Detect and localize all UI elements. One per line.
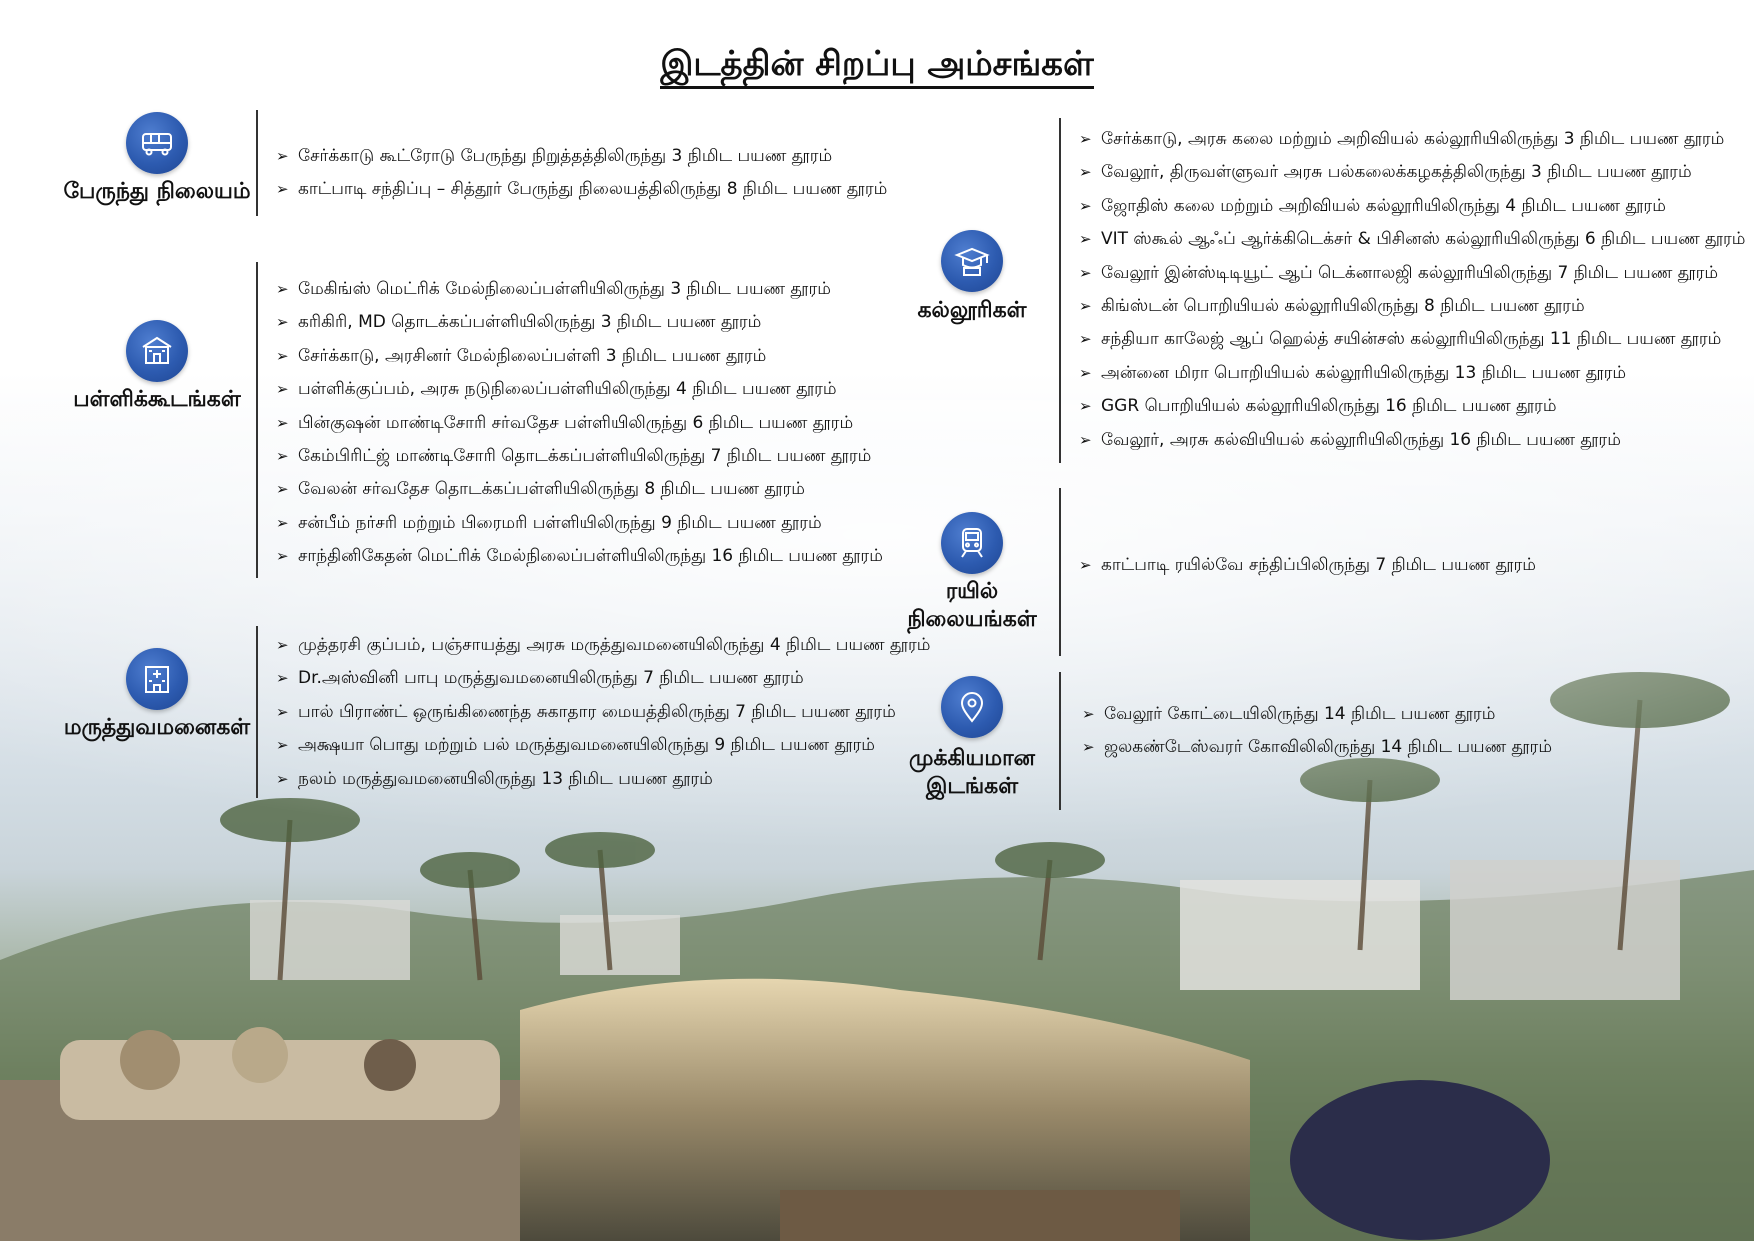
bullet-arrow-icon: ➢ — [1079, 430, 1092, 449]
bus-list — [276, 140, 887, 207]
bullet-arrow-icon: ➢ — [276, 547, 289, 566]
schools-label: பள்ளிக்கூடங்கள் — [73, 387, 241, 412]
list-item: ➢ அக்ஷயா பொது மற்றும் பல் மருத்துவமனையிலிருந்து 9 நிமிட பயண தூரம் — [276, 729, 930, 762]
list-item: ➢ VIT ஸ்கூல் ஆஃப் ஆர்க்கிடெக்சர் & பிசினஸ் கல்லூரியிலிருந்து 6 நிமிட பயண தூரம் — [1079, 223, 1746, 256]
hospital-icon — [139, 661, 175, 697]
bullet-arrow-icon: ➢ — [1079, 230, 1092, 249]
list-item: ➢ கிங்ஸ்டன் பொறியியல் கல்லூரியிலிருந்து 8 நிமிட பயண தூரம் — [1079, 290, 1746, 323]
colleges-label: கல்லூரிகள் — [917, 298, 1027, 323]
bullet-arrow-icon: ➢ — [1079, 330, 1092, 349]
bullet-arrow-icon: ➢ — [1082, 705, 1095, 723]
list-item: ➢ வேலன் சர்வதேச தொடக்கப்பள்ளியிலிருந்து 8 நிமிட பயண தூரம் — [276, 473, 883, 506]
hospitals-list — [276, 629, 930, 796]
bullet-arrow-icon: ➢ — [276, 702, 289, 721]
list-item: ➢ பால் பிராண்ட் ஒருங்கிணைந்த சுகாதார மையத்திலிருந்து 7 நிமிட பயண தூரம் — [276, 696, 930, 729]
schools-divider — [256, 262, 258, 578]
railway-badge — [941, 512, 1003, 574]
list-item: ➢ பின்குஷன் மாண்டிசோரி சர்வதேச பள்ளியிலிருந்து 6 நிமிட பயண தூரம் — [276, 407, 883, 440]
train-icon — [954, 525, 990, 561]
list-item: ➢ அன்னை மிரா பொறியியல் கல்லூரியிலிருந்து 13 நிமிட பயண தூரம் — [1079, 357, 1746, 390]
bullet-arrow-icon: ➢ — [276, 636, 289, 654]
bullet-arrow-icon: ➢ — [1079, 397, 1092, 416]
list-item: ➢ ஜலகண்டேஸ்வரர் கோவிலிலிருந்து 14 நிமிட பயண தூரம் — [1082, 731, 1552, 764]
railway-list — [1079, 549, 1536, 582]
list-item: ➢ மேகிங்ஸ் மெட்ரிக் மேல்நிலைப்பள்ளியிலிருந்து 3 நிமிட பயண தூரம் — [276, 273, 883, 306]
list-item: ➢ சன்பீம் நர்சரி மற்றும் பிரைமரி பள்ளியிலிருந்து 9 நிமிட பயண தூரம் — [276, 507, 883, 540]
list-item: ➢ நலம் மருத்துவமனையிலிருந்து 13 நிமிட பயண தூரம் — [276, 763, 930, 796]
list-item: ➢ சேர்க்காடு, அரசினர் மேல்நிலைப்பள்ளி 3 நிமிட பயண தூரம் — [276, 340, 883, 373]
landmarks-list — [1082, 698, 1552, 765]
bullet-arrow-icon: ➢ — [276, 413, 289, 432]
landmarks-badge — [941, 676, 1003, 738]
list-item: ➢ GGR பொறியியல் கல்லூரியிலிருந்து 16 நிமிட பயண தூரம் — [1079, 390, 1746, 423]
bullet-arrow-icon: ➢ — [1079, 130, 1092, 148]
colleges-divider — [1059, 118, 1061, 463]
hospitals-badge — [126, 648, 188, 710]
landmarks-label: முக்கியமான இடங்கள் — [909, 746, 1035, 799]
bullet-arrow-icon: ➢ — [276, 736, 289, 755]
list-item: ➢ சாந்தினிகேதன் மெட்ரிக் மேல்நிலைப்பள்ளியிலிருந்து 16 நிமிட பயண தூரம் — [276, 540, 883, 573]
list-item: ➢ காட்பாடி ரயில்வே சந்திப்பிலிருந்து 7 நிமிட பயண தூரம் — [1079, 549, 1536, 582]
bullet-arrow-icon: ➢ — [276, 446, 289, 465]
bullet-arrow-icon: ➢ — [1079, 556, 1092, 574]
list-item: ➢ வேலூர், அரசு கல்வியியல் கல்லூரியிலிருந்து 16 நிமிட பயண தூரம் — [1079, 424, 1746, 457]
location-pin-icon — [954, 689, 990, 725]
bullet-arrow-icon: ➢ — [276, 480, 289, 499]
bus-divider — [256, 110, 258, 216]
list-item: ➢ கேம்பிரிட்ஜ் மாண்டிசோரி தொடக்கப்பள்ளியிலிருந்து 7 நிமிட பயண தூரம் — [276, 440, 883, 473]
colleges-badge — [941, 230, 1003, 292]
list-item: ➢ வேலூர், திருவள்ளுவர் அரசு பல்கலைக்கழகத்திலிருந்து 3 நிமிட பயண தூரம் — [1079, 156, 1746, 189]
bullet-arrow-icon: ➢ — [276, 280, 289, 298]
list-item: ➢ வேலூர் கோட்டையிலிருந்து 14 நிமிட பயண தூரம் — [1082, 698, 1552, 731]
bullet-arrow-icon: ➢ — [276, 180, 289, 199]
hospitals-divider — [256, 626, 258, 798]
bus-station-label: பேருந்து நிலையம் — [63, 179, 251, 204]
railway-divider — [1059, 488, 1061, 656]
page-title: இடத்தின் சிறப்பு அம்சங்கள் — [0, 44, 1754, 88]
bullet-arrow-icon: ➢ — [1079, 196, 1092, 215]
list-item: ➢ சேர்க்காடு, அரசு கலை மற்றும் அறிவியல் கல்லூரியிலிருந்து 3 நிமிட பயண தூரம் — [1079, 123, 1746, 156]
bus-station-badge — [126, 112, 188, 174]
list-item: ➢ சேர்க்காடு கூட்ரோடு பேருந்து நிறுத்தத்திலிருந்து 3 நிமிட பயண தூரம் — [276, 140, 887, 173]
list-item: ➢ சந்தியா காலேஜ் ஆப் ஹெல்த் சயின்சஸ் கல்லூரியிலிருந்து 11 நிமிட பயண தூரம் — [1079, 323, 1746, 356]
bullet-arrow-icon: ➢ — [276, 669, 289, 688]
list-item: ➢ பள்ளிக்குப்பம், அரசு நடுநிலைப்பள்ளியிலிருந்து 4 நிமிட பயண தூரம் — [276, 373, 883, 406]
bullet-arrow-icon: ➢ — [276, 313, 289, 332]
schools-list — [276, 273, 883, 574]
colleges-list — [1079, 123, 1746, 457]
bullet-arrow-icon: ➢ — [276, 147, 289, 165]
list-item: ➢ கரிகிரி, MD தொடக்கப்பள்ளியிலிருந்து 3 நிமிட பயண தூரம் — [276, 306, 883, 339]
school-icon — [139, 333, 175, 369]
bullet-arrow-icon: ➢ — [276, 769, 289, 788]
bus-icon — [139, 125, 175, 161]
list-item: ➢ வேலூர் இன்ஸ்டிடியூட் ஆப் டெக்னாலஜி கல்லூரியிலிருந்து 7 நிமிட பயண தூரம் — [1079, 257, 1746, 290]
list-item: ➢ Dr.அஸ்வினி பாபு மருத்துவமனையிலிருந்து 7 நிமிட பயண தூரம் — [276, 662, 930, 695]
bullet-arrow-icon: ➢ — [1079, 163, 1092, 182]
bullet-arrow-icon: ➢ — [1079, 296, 1092, 315]
list-item: ➢ காட்பாடி சந்திப்பு – சித்தூர் பேருந்து நிலையத்திலிருந்து 8 நிமிட பயண தூரம் — [276, 173, 887, 206]
bullet-arrow-icon: ➢ — [1079, 263, 1092, 282]
graduation-cap-icon — [954, 243, 990, 279]
railway-label: ரயில் நிலையங்கள் — [907, 579, 1037, 632]
hospitals-label: மருத்துவமனைகள் — [63, 715, 251, 740]
bullet-arrow-icon: ➢ — [276, 513, 289, 532]
landmarks-divider — [1059, 672, 1061, 810]
schools-badge — [126, 320, 188, 382]
list-item: ➢ ஜோதிஸ் கலை மற்றும் அறிவியல் கல்லூரியிலிருந்து 4 நிமிட பயண தூரம் — [1079, 190, 1746, 223]
bullet-arrow-icon: ➢ — [276, 380, 289, 399]
list-item: ➢ முத்தரசி குப்பம், பஞ்சாயத்து அரசு மருத்துவமனையிலிருந்து 4 நிமிட பயண தூரம் — [276, 629, 930, 662]
bullet-arrow-icon: ➢ — [276, 346, 289, 365]
bullet-arrow-icon: ➢ — [1079, 363, 1092, 382]
bullet-arrow-icon: ➢ — [1082, 738, 1095, 757]
